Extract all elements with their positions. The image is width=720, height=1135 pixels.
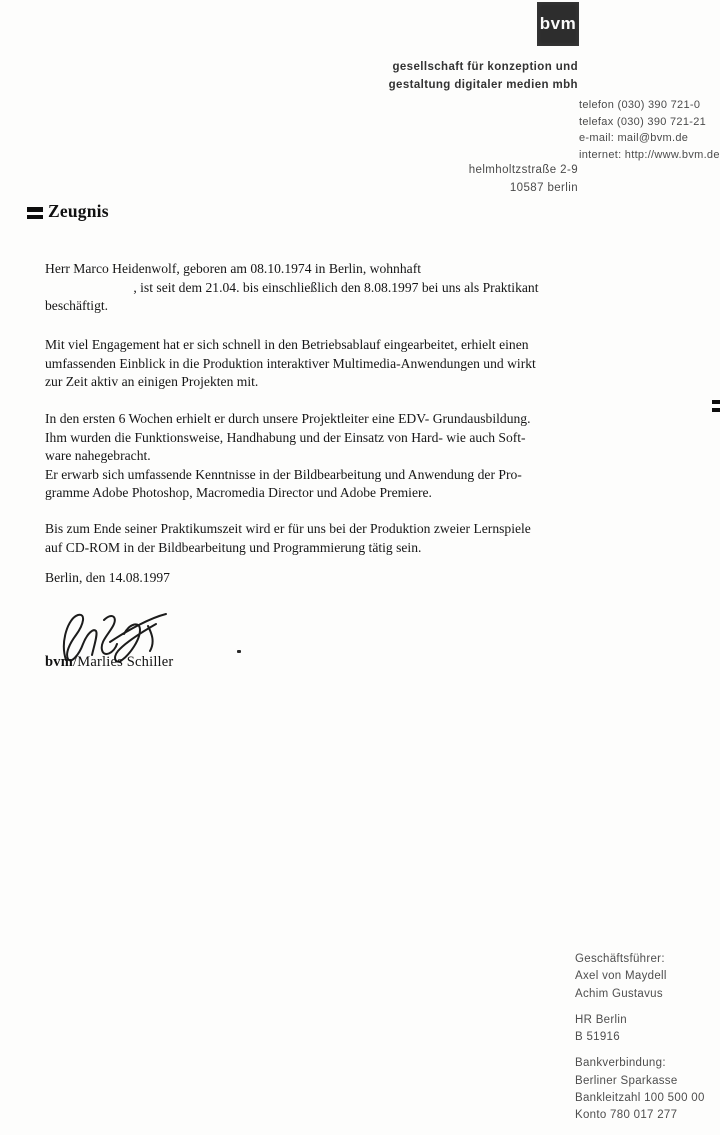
body-line: umfassenden Einblick in die Produktion interaktiver Multimedia-Anwendungen und wirkt: [45, 355, 536, 371]
footer-line: B 51916: [575, 1031, 620, 1044]
footer-management: [575, 951, 705, 1003]
footer-line: Konto 780 017 277: [575, 1109, 678, 1122]
page-title: Zeugnis: [48, 201, 109, 221]
body-line: Herr Marco Heidenwolf, geboren am 08.10.1974 in Berlin, wohnhaft: [45, 261, 421, 276]
contact-line: telefon (030) 390 721-0: [579, 99, 701, 111]
footer-line: Geschäftsführer:: [575, 953, 665, 965]
body-line: ware nahegebracht.: [45, 448, 151, 464]
fold-mark-icon: [712, 400, 720, 416]
footer-line: HR Berlin: [575, 1013, 627, 1026]
document-heading: [27, 201, 109, 222]
address-block: [469, 162, 578, 197]
signature-name-company: bvm: [45, 654, 73, 670]
footer-line: Achim Gustavus: [575, 987, 663, 1000]
company-name-line: gestaltung digitaler medien mbh: [388, 79, 578, 91]
footer-bank: [575, 1055, 705, 1124]
ink-dot: [237, 650, 241, 653]
body-line: Ihm wurden die Funktionsweise, Handhabung und der Einsatz von Hard- wie auch Soft-: [45, 429, 526, 445]
signature-name-person: /Marlies Schiller: [73, 654, 174, 670]
paragraph-outlook: [45, 520, 645, 557]
footer-line: Bankleitzahl 100 500 00: [575, 1092, 705, 1105]
paragraph-training: [45, 410, 645, 503]
contact-line: internet: http://www.bvm.de: [579, 148, 720, 161]
letter-footer: [575, 951, 705, 1134]
address-line: helmholtzstraße 2-9: [468, 164, 578, 176]
address-line: 10587 berlin: [509, 181, 578, 194]
body-line: , ist seit dem 21.04. bis einschließlich den 8.08.1997 bei uns als Praktikant: [45, 279, 539, 295]
contact-line: e-mail: mail@bvm.de: [579, 132, 689, 144]
body-line: Er erwarb sich umfassende Kenntnisse in der Bildbearbeitung und Anwendung der Pro-: [45, 466, 522, 482]
body-line: auf CD-ROM in der Bildbearbeitung und Programmierung tätig sein.: [45, 539, 422, 555]
paragraph-engagement: [45, 336, 645, 392]
company-name-block: [389, 58, 578, 94]
body-line: Mit viel Engagement hat er sich schnell in den Betriebsablauf eingearbeitet, erhielt einen: [45, 337, 529, 352]
body-line: zur Zeit aktiv an einigen Projekten mit.: [45, 374, 259, 390]
heading-marker-icon: [27, 207, 43, 222]
body-line: In den ersten 6 Wochen erhielt er durch unsere Projektleiter eine EDV- Grundausbildung.: [45, 411, 531, 426]
footer-line: Bankverbindung:: [575, 1057, 666, 1070]
contact-line: telefax (030) 390 721-21: [579, 115, 707, 128]
footer-registry: [575, 1012, 705, 1047]
footer-line: Axel von Maydell: [575, 970, 667, 983]
signature-name: [45, 654, 173, 671]
bvm-logo-text: bvm: [539, 14, 577, 33]
body-line: beschäftigt.: [45, 298, 109, 314]
body-line: Bis zum Ende seiner Praktikumszeit wird er für uns bei der Produktion zweier Lernspiele: [45, 521, 531, 536]
company-name-line: gesellschaft für konzeption und: [392, 61, 578, 73]
contact-block: [579, 97, 720, 163]
date-line: Berlin, den 14.08.1997: [45, 570, 170, 585]
bvm-logo: [537, 2, 579, 46]
body-line: gramme Adobe Photoshop, Macromedia Director und Adobe Premiere.: [45, 485, 432, 501]
footer-line: Berliner Sparkasse: [575, 1074, 678, 1087]
paragraph-intro: [45, 260, 645, 316]
